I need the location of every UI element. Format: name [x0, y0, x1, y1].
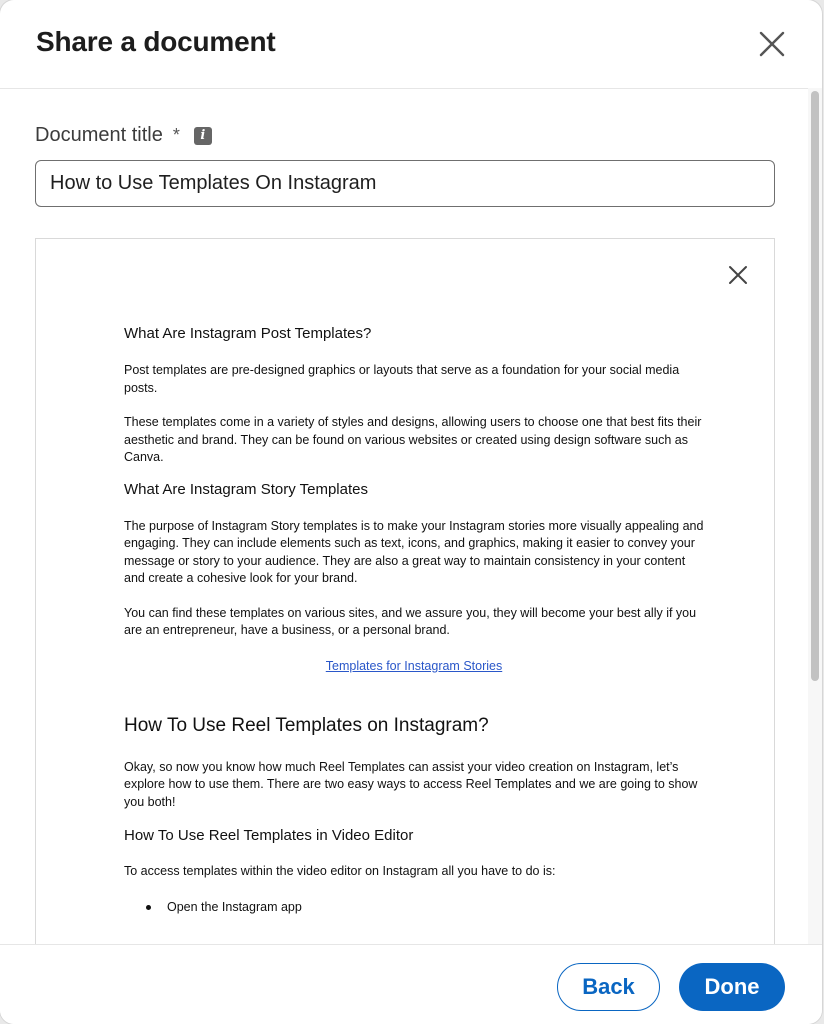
doc-bullet-list	[124, 898, 704, 916]
doc-paragraph: To access templates within the video editor on Instagram all you have to do is:	[124, 864, 556, 878]
doc-heading: How To Use Reel Templates in Video Editor	[124, 827, 414, 844]
scrollbar[interactable]	[808, 88, 822, 944]
list-item: Open the Instagram app	[124, 898, 704, 916]
modal-footer	[0, 944, 822, 1024]
close-icon[interactable]	[756, 28, 788, 60]
doc-paragraph: Post templates are pre-designed graphics or layouts that serve as a foundation for your social media posts.	[124, 363, 680, 395]
scrollbar-thumb[interactable]	[811, 91, 819, 681]
document-title-label-text: Document title	[35, 124, 163, 146]
doc-paragraph: Okay, so now you know how much Reel Templates can assist your video creation on Instagram, let’s explore how to use them. There are two easy ways to access Reel Templates and we are going to show you both!	[124, 759, 698, 809]
doc-paragraph: These templates come in a variety of styles and designs, allowing users to choose one that best fits their aesthetic and brand. They can be found on various websites or created using design software such as Canva.	[124, 415, 702, 464]
document-title-input[interactable]	[35, 160, 775, 207]
close-icon[interactable]	[726, 263, 750, 287]
doc-heading: What Are Instagram Story Templates	[124, 480, 368, 498]
doc-heading: What Are Instagram Post Templates?	[124, 325, 372, 342]
document-title-label	[35, 124, 212, 147]
doc-paragraph: The purpose of Instagram Story templates is to make your Instagram stories more visually appealing and engaging. They can include elements such as text, icons, and graphics, making it easier to convey your message or story to your audience. They are also a great way to maintain consistency in your content and create a cohesive look for your brand.	[124, 518, 704, 585]
document-content	[124, 325, 704, 916]
doc-paragraph: You can find these templates on various sites, and we assure you, they will become your best ally if you are an entrepreneur, have a business, or a personal brand.	[124, 605, 697, 637]
document-preview	[35, 238, 775, 944]
doc-link-row	[124, 657, 704, 675]
modal-title: Share a document	[36, 26, 276, 57]
doc-heading-large: How To Use Reel Templates on Instagram?	[124, 714, 489, 736]
required-marker: *	[172, 125, 180, 145]
templates-link[interactable]: Templates for Instagram Stories	[325, 658, 503, 673]
back-button[interactable]: Back	[557, 963, 660, 1011]
modal-header	[0, 0, 822, 89]
info-icon[interactable]: i	[194, 127, 212, 145]
done-button[interactable]: Done	[679, 963, 785, 1011]
